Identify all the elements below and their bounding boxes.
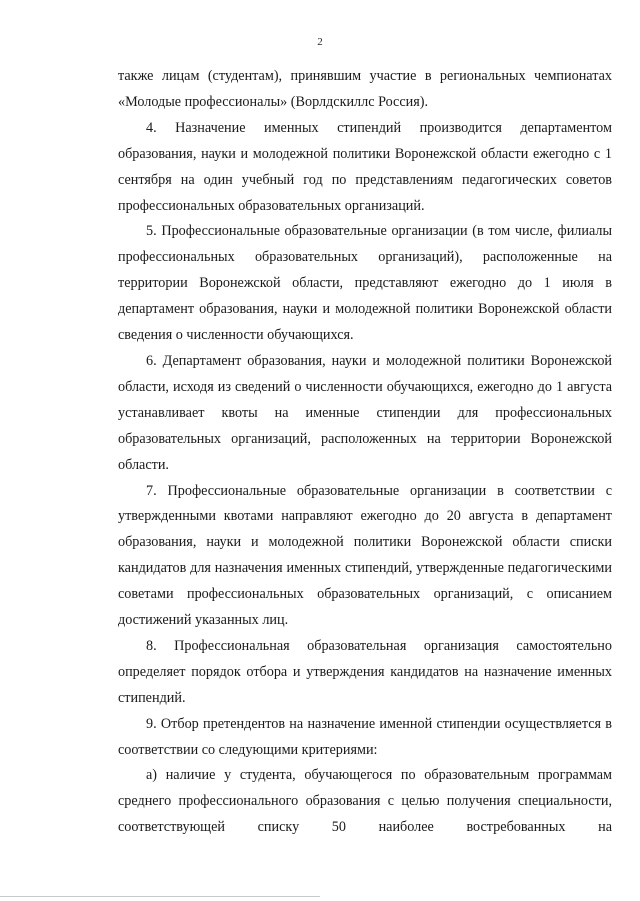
paragraph-9: 9. Отбор претендентов на назначение именной стипендии осуществляется в соответствии со следующими критериями: <box>118 715 612 758</box>
paragraph-4: 4. Назначение именных стипендий производится департаментом образования, науки и молодежной политики Воронежской области ежегодно с 1 сентября на один учебный год по представлениям педагогических советов профессиональных образовательных организаций. <box>118 119 612 214</box>
document-body <box>118 64 612 841</box>
paragraph-continuation: также лицам (студентам), принявшим участие в региональных чемпионатах «Молодые профессионалы» (Ворлдскиллс Россия). <box>118 68 612 110</box>
paragraph-5: 5. Профессиональные образовательные организации (в том числе, филиалы профессиональных образовательных организаций), расположенные на территории Воронежской области, представляют ежегодно до 1 июля в департамент образования, науки и молодежной политики Воронежской области сведения о численности обучающихся. <box>118 223 612 344</box>
paragraph-8: 8. Профессиональная образовательная организация самостоятельно определяет порядок отбора и утверждения кандидатов на назначение именных стипендий. <box>118 637 612 706</box>
page-number: 2 <box>317 36 323 48</box>
paragraph-6: 6. Департамент образования, науки и молодежной политики Воронежской области, исходя из сведений о численности обучающихся, ежегодно до 1 августа устанавливает квоты на именные стипендии для профессиональных образовательных организаций, расположенных на территории Воронежской области. <box>118 352 612 473</box>
bottom-scan-line <box>0 896 320 897</box>
paragraph-7: 7. Профессиональные образовательные организации в соответствии с утвержденными квотами направляют ежегодно до 20 августа в департамент образования, науки и молодежной политики Воронежской области списки кандидатов для назначения именных стипендий, утвержденные педагогическими советами профессиональных образовательных организаций, с описанием достижений указанных лиц. <box>118 482 612 629</box>
paragraph-criterion-a: а) наличие у студента, обучающегося по образовательным программам среднего профессионального образования с целью получения специальности, соответствующей списку 50 наиболее востребованных на <box>118 767 612 836</box>
